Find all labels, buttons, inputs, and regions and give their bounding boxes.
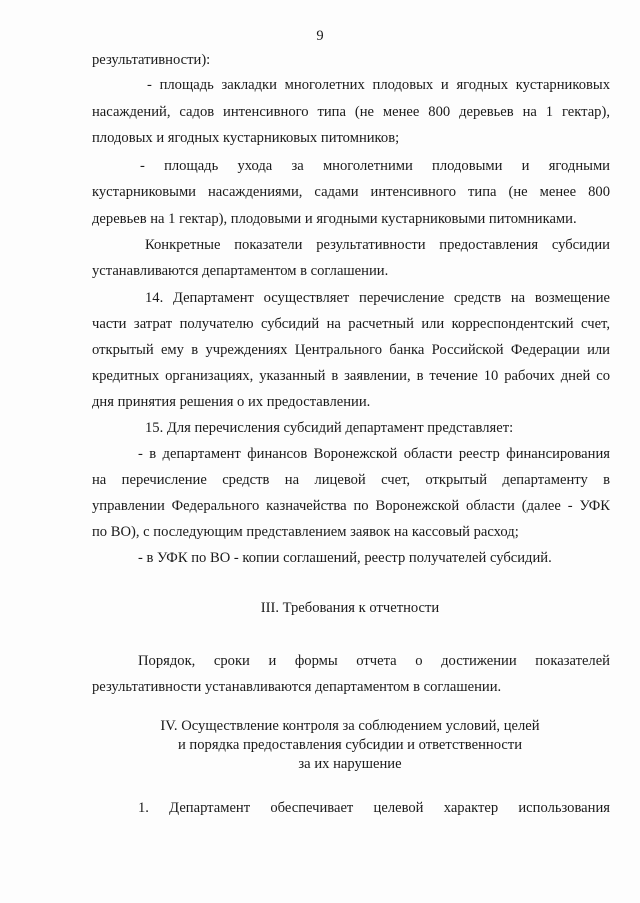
paragraph-first-line: Конкретные показатели результативности предоставления субсидии [145,237,610,253]
text-line: плодовых и ягодных кустарниковых питомников; [92,130,400,146]
text-line: по ВО), с последующим представлением заявок на кассовый расход; [92,524,519,540]
text-line: части затрат получателю субсидий на расчетный или корреспондентский счет, [92,316,610,332]
section-heading: IV. Осуществление контроля за соблюдением условий, целей [160,718,540,734]
section-heading: III. Требования к отчетности [260,600,440,616]
text-line: результативности): [92,52,211,68]
text-line: деревьев на 1 гектар), плодовыми и ягодными кустарниковыми питомниками. [92,211,577,227]
paragraph-first-line: 15. Для перечисления субсидий департамент представляет: [145,420,514,436]
page-number: 9 [316,28,324,44]
list-item-line: - площадь закладки многолетних плодовых и ягодных кустарниковых [147,77,610,93]
text-line: управлении Федерального казначейства по Воронежской области (далее - УФК [92,498,610,514]
section-heading-line: за их нарушение [298,756,402,772]
paragraph-first-line: 14. Департамент осуществляет перечисление средств на возмещение [145,290,610,306]
section-heading-line: и порядка предоставления субсидии и ответственности [177,737,523,753]
text-line: насаждений, садов интенсивного типа (не менее 800 деревьев на 1 гектар), [92,104,610,120]
list-item-line: 1. Департамент обеспечивает целевой характер использования [138,800,610,816]
text-line: кредитных организациях, указанный в заявлении, в течение 10 рабочих дней со [92,368,610,384]
list-item-line: - в департамент финансов Воронежской области реестр финансирования [138,446,610,462]
text-line: кустарниковыми насаждениями, садами интенсивного типа (не менее 800 [92,184,610,200]
list-item-line: - площадь ухода за многолетними плодовыми и ягодными [140,158,610,174]
text-line: на перечисление средств на лицевой счет, открытый департаменту в [92,472,610,488]
text-line: результативности устанавливаются департаментом в соглашении. [92,679,502,695]
text-line: дня принятия решения о их предоставлении. [92,394,371,410]
list-item-line: - в УФК по ВО - копии соглашений, реестр получателей субсидий. [138,550,552,566]
paragraph-first-line: Порядок, сроки и формы отчета о достижении показателей [138,653,610,669]
text-line: открытый ему в учреждениях Центрального банка Российской Федерации или [92,342,610,358]
text-line: устанавливаются департаментом в соглашении. [92,263,389,279]
